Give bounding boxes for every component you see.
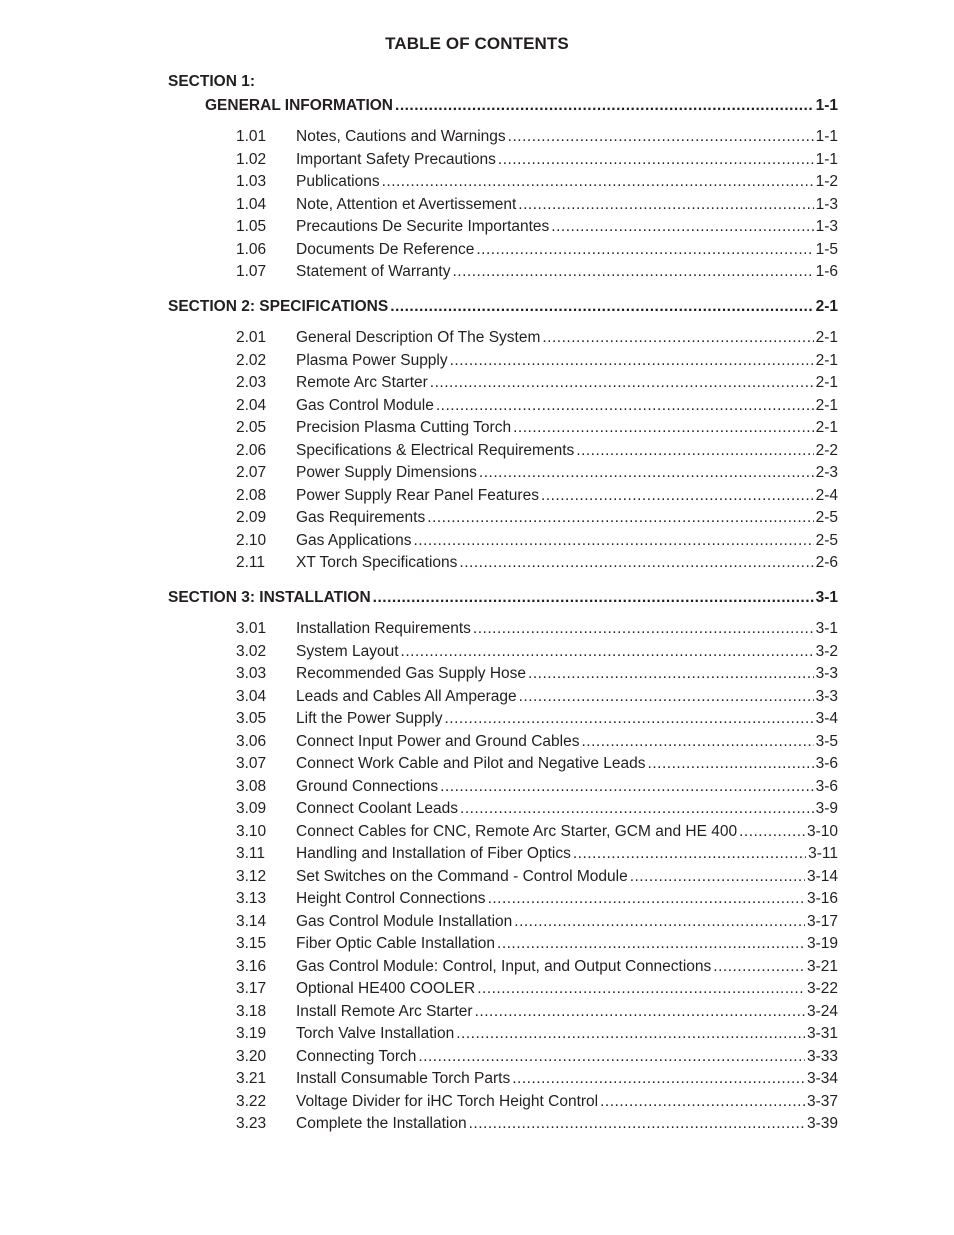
- entry-page: 3-39: [806, 1115, 838, 1132]
- entry-number: 3.02: [236, 642, 267, 660]
- entry-line: [296, 620, 838, 638]
- entry-title: Gas Control Module Installation: [296, 912, 513, 930]
- dot-leader: [469, 1115, 805, 1133]
- entry-page: 3-3: [815, 665, 838, 682]
- dot-leader: [418, 1048, 805, 1066]
- entry-line: [296, 958, 838, 976]
- entry-page: 3-21: [806, 957, 838, 975]
- dot-leader: [528, 665, 814, 683]
- entry-title: Important Safety Precautions: [296, 150, 496, 168]
- entry-page: 3-6: [815, 777, 838, 795]
- entry-page: 3-31: [806, 1025, 838, 1042]
- entry-title: System Layout: [296, 642, 399, 660]
- entry-title: Precautions De Securite Importantes: [296, 218, 550, 235]
- dot-leader: [475, 1003, 805, 1021]
- entry-line: [296, 329, 838, 347]
- entry-line: [296, 980, 838, 998]
- entry-title: Connect Cables for CNC, Remote Arc Starter, GCM and HE 400: [296, 822, 738, 840]
- section-heading-title: SECTION 2: SPECIFICATIONS: [168, 298, 389, 315]
- entry-line: [296, 509, 838, 527]
- entry-number: 1.01: [236, 128, 267, 145]
- entry-line: [296, 487, 838, 505]
- entry-page: 1-3: [815, 218, 838, 235]
- dot-leader: [648, 755, 814, 773]
- entry-number: 3.08: [236, 777, 267, 795]
- entry-line: [296, 442, 838, 460]
- entry-number: 3.09: [236, 800, 267, 817]
- entry-number: 3.18: [236, 1002, 267, 1020]
- entry-title: Power Supply Dimensions: [296, 464, 477, 481]
- entry-number: 3.22: [236, 1092, 267, 1110]
- entry-number: 3.14: [236, 912, 267, 930]
- dot-leader: [508, 128, 814, 146]
- entry-line: [296, 823, 838, 841]
- entry-page: 1-3: [815, 195, 838, 213]
- dot-leader: [450, 352, 814, 370]
- entry-title: Plasma Power Supply: [296, 351, 448, 369]
- entry-page: 3-14: [806, 867, 838, 885]
- entry-page: 3-19: [806, 935, 838, 952]
- entry-line: [296, 173, 838, 191]
- entry-title: Power Supply Rear Panel Features: [296, 486, 539, 504]
- entry-page: 3-16: [806, 890, 838, 907]
- dot-leader: [576, 442, 813, 460]
- entry-line: [296, 800, 838, 818]
- entry-line: [296, 419, 838, 437]
- section-heading-page: 1-1: [815, 97, 838, 114]
- entry-title: Handling and Installation of Fiber Optics: [296, 845, 571, 862]
- entry-line: [296, 1003, 838, 1021]
- entry-number: 3.19: [236, 1025, 267, 1042]
- dot-leader: [630, 868, 805, 886]
- dot-leader: [459, 554, 813, 572]
- entry-line: [296, 643, 838, 661]
- entry-number: 2.04: [236, 396, 267, 414]
- dot-leader: [498, 151, 814, 169]
- dot-leader: [476, 241, 813, 259]
- entry-line: [296, 935, 838, 953]
- entry-page: 2-1: [815, 396, 838, 414]
- entry-page: 2-4: [815, 486, 838, 504]
- entry-line: [296, 688, 838, 706]
- entry-page: 2-1: [815, 329, 838, 346]
- entry-number: 2.03: [236, 374, 267, 391]
- entry-page: 2-2: [815, 441, 838, 459]
- entry-page: 3-24: [806, 1002, 838, 1020]
- dot-leader: [542, 329, 813, 347]
- entry-page: 1-5: [815, 240, 838, 258]
- entry-title: Recommended Gas Supply Hose: [296, 665, 527, 682]
- entry-number: 3.03: [236, 665, 267, 682]
- entry-number: 3.07: [236, 755, 267, 772]
- dot-leader: [382, 173, 814, 191]
- entry-title: Connecting Torch: [296, 1047, 417, 1065]
- dot-leader: [473, 620, 814, 638]
- entry-number: 3.12: [236, 867, 267, 885]
- entry-number: 3.05: [236, 710, 267, 727]
- entry-line: [296, 710, 838, 728]
- entry-page: 3-17: [806, 912, 838, 930]
- entry-page: 2-3: [815, 464, 838, 481]
- dot-leader: [456, 1025, 805, 1043]
- section-heading-title: GENERAL INFORMATION: [205, 97, 394, 114]
- entry-title: Complete the Installation: [296, 1115, 467, 1132]
- entry-line: [296, 1025, 838, 1043]
- entry-title: Connect Coolant Leads: [296, 800, 459, 817]
- entry-line: [296, 241, 838, 259]
- entry-line: [296, 913, 838, 931]
- entry-number: 3.11: [236, 845, 266, 862]
- dot-leader: [436, 397, 814, 415]
- entry-line: [296, 665, 838, 683]
- entry-page: 3-2: [815, 642, 838, 660]
- dot-leader: [541, 487, 814, 505]
- section-label: SECTION 1:: [168, 73, 255, 90]
- dot-leader: [713, 958, 805, 976]
- entry-line: [296, 890, 838, 908]
- dot-leader: [497, 935, 805, 953]
- entry-number: 1.03: [236, 173, 267, 190]
- entry-page: 2-5: [815, 531, 838, 549]
- entry-page: 1-2: [815, 173, 838, 190]
- entry-line: [296, 374, 838, 392]
- entry-line: [296, 532, 838, 550]
- entry-title: General Description Of The System: [296, 329, 541, 346]
- entry-number: 3.06: [236, 732, 267, 750]
- entry-number: 3.23: [236, 1115, 267, 1132]
- entry-number: 2.01: [236, 329, 267, 346]
- dot-leader: [512, 1070, 805, 1088]
- entry-number: 2.05: [236, 419, 267, 436]
- entry-title: Gas Requirements: [296, 509, 426, 526]
- entry-number: 1.04: [236, 195, 267, 213]
- entry-line: [296, 778, 838, 796]
- entry-page: 1-6: [815, 263, 838, 280]
- entry-title: Connect Work Cable and Pilot and Negative Leads: [296, 755, 646, 772]
- entry-title: Install Remote Arc Starter: [296, 1002, 473, 1020]
- dot-leader: [513, 419, 814, 437]
- section-heading-line: [168, 589, 838, 607]
- entry-title: Connect Input Power and Ground Cables: [296, 732, 580, 750]
- entry-number: 3.17: [236, 980, 267, 997]
- entry-line: [296, 151, 838, 169]
- dot-leader: [518, 196, 813, 214]
- entry-line: [296, 1093, 838, 1111]
- entry-title: Precision Plasma Cutting Torch: [296, 419, 512, 436]
- page-title: TABLE OF CONTENTS: [385, 34, 569, 53]
- entry-number: 2.08: [236, 486, 267, 504]
- entry-page: 3-37: [806, 1092, 838, 1110]
- entry-title: Documents De Reference: [296, 240, 475, 258]
- entry-title: Notes, Cautions and Warnings: [296, 128, 506, 145]
- entry-page: 3-3: [815, 687, 838, 705]
- entry-number: 1.02: [236, 150, 267, 168]
- entry-page: 1-1: [815, 128, 838, 145]
- entry-page: 2-1: [815, 374, 838, 391]
- entry-number: 3.15: [236, 935, 267, 952]
- entry-title: Leads and Cables All Amperage: [296, 687, 517, 705]
- entry-title: Publications: [296, 173, 380, 190]
- entry-number: 3.10: [236, 822, 267, 840]
- section-heading-line: [205, 97, 838, 115]
- entry-line: [296, 733, 838, 751]
- entry-title: Gas Control Module: [296, 396, 434, 414]
- entry-number: 2.06: [236, 441, 267, 459]
- entry-number: 1.05: [236, 218, 267, 235]
- dot-leader: [600, 1093, 805, 1111]
- entry-number: 2.07: [236, 464, 267, 481]
- entry-number: 3.20: [236, 1047, 267, 1065]
- entry-page: 3-9: [815, 800, 838, 817]
- entry-title: Statement of Warranty: [296, 263, 451, 280]
- entry-title: Height Control Connections: [296, 890, 486, 907]
- entry-page: 3-1: [815, 620, 838, 637]
- entry-line: [296, 1048, 838, 1066]
- entry-page: 3-34: [806, 1070, 838, 1087]
- entry-number: 2.10: [236, 531, 267, 549]
- entry-line: [296, 196, 838, 214]
- entry-line: [296, 1115, 838, 1133]
- entry-line: [296, 128, 838, 146]
- entry-title: Note, Attention et Avertissement: [296, 195, 517, 213]
- dot-leader: [479, 464, 814, 482]
- dot-leader: [373, 589, 814, 607]
- entry-number: 1.07: [236, 263, 267, 280]
- section-heading-page: 2-1: [815, 298, 838, 315]
- entry-page: 2-5: [815, 509, 838, 526]
- entry-title: Set Switches on the Command - Control Module: [296, 867, 628, 885]
- dot-leader: [477, 980, 805, 998]
- entry-line: [296, 352, 838, 370]
- entry-page: 3-5: [815, 732, 838, 750]
- entry-number: 3.01: [236, 620, 267, 637]
- entry-line: [296, 263, 838, 281]
- entry-line: [296, 868, 838, 886]
- entry-page: 3-33: [806, 1047, 838, 1065]
- entry-page: 2-6: [815, 554, 838, 571]
- entry-page: 3-22: [806, 980, 838, 997]
- dot-leader: [430, 374, 814, 392]
- entry-title: XT Torch Specifications: [296, 554, 458, 571]
- entry-line: [296, 554, 838, 572]
- entry-line: [296, 464, 838, 482]
- entry-title: Installation Requirements: [296, 620, 471, 637]
- entry-title: Ground Connections: [296, 777, 439, 795]
- dot-leader: [581, 733, 813, 751]
- entry-line: [296, 218, 838, 236]
- entry-line: [296, 755, 838, 773]
- entry-title: Install Consumable Torch Parts: [296, 1070, 511, 1087]
- dot-leader: [739, 823, 805, 841]
- entry-line: [296, 845, 838, 863]
- entry-number: 2.11: [236, 554, 266, 571]
- dot-leader: [519, 688, 814, 706]
- dot-leader: [413, 532, 813, 550]
- section-heading-title: SECTION 3: INSTALLATION: [168, 589, 371, 606]
- entry-number: 3.04: [236, 687, 267, 705]
- section-heading-line: [168, 298, 838, 316]
- dot-leader: [440, 778, 813, 796]
- entry-title: Remote Arc Starter: [296, 374, 428, 391]
- entry-number: 2.02: [236, 351, 267, 369]
- entry-number: 3.16: [236, 957, 267, 975]
- dot-leader: [453, 263, 814, 281]
- entry-page: 3-6: [815, 755, 838, 772]
- entry-title: Gas Control Module: Control, Input, and Output Connections: [296, 957, 712, 975]
- entry-line: [296, 397, 838, 415]
- entry-title: Fiber Optic Cable Installation: [296, 935, 496, 952]
- dot-leader: [395, 97, 814, 115]
- dot-leader: [390, 298, 813, 316]
- entry-number: 2.09: [236, 509, 267, 526]
- entry-number: 3.21: [236, 1070, 267, 1087]
- entry-title: Gas Applications: [296, 531, 412, 549]
- entry-title: Specifications & Electrical Requirements: [296, 441, 575, 459]
- dot-leader: [401, 643, 814, 661]
- dot-leader: [427, 509, 813, 527]
- entry-page: 3-4: [815, 710, 838, 727]
- entry-title: Torch Valve Installation: [296, 1025, 455, 1042]
- dot-leader: [514, 913, 805, 931]
- entry-page: 2-1: [815, 351, 838, 369]
- dot-leader: [460, 800, 814, 818]
- entry-number: 3.13: [236, 890, 267, 907]
- dot-leader: [488, 890, 805, 908]
- entry-page: 3-11: [808, 845, 838, 862]
- entry-title: Optional HE400 COOLER: [296, 980, 476, 997]
- entry-line: [296, 1070, 838, 1088]
- entry-page: 1-1: [815, 150, 838, 168]
- dot-leader: [573, 845, 806, 863]
- dot-leader: [444, 710, 813, 728]
- entry-page: 3-10: [806, 822, 838, 840]
- section-heading-page: 3-1: [815, 589, 838, 606]
- entry-number: 1.06: [236, 240, 267, 258]
- entry-title: Lift the Power Supply: [296, 710, 443, 727]
- entry-page: 2-1: [815, 419, 838, 436]
- entry-title: Voltage Divider for iHC Torch Height Control: [296, 1092, 599, 1110]
- dot-leader: [551, 218, 813, 236]
